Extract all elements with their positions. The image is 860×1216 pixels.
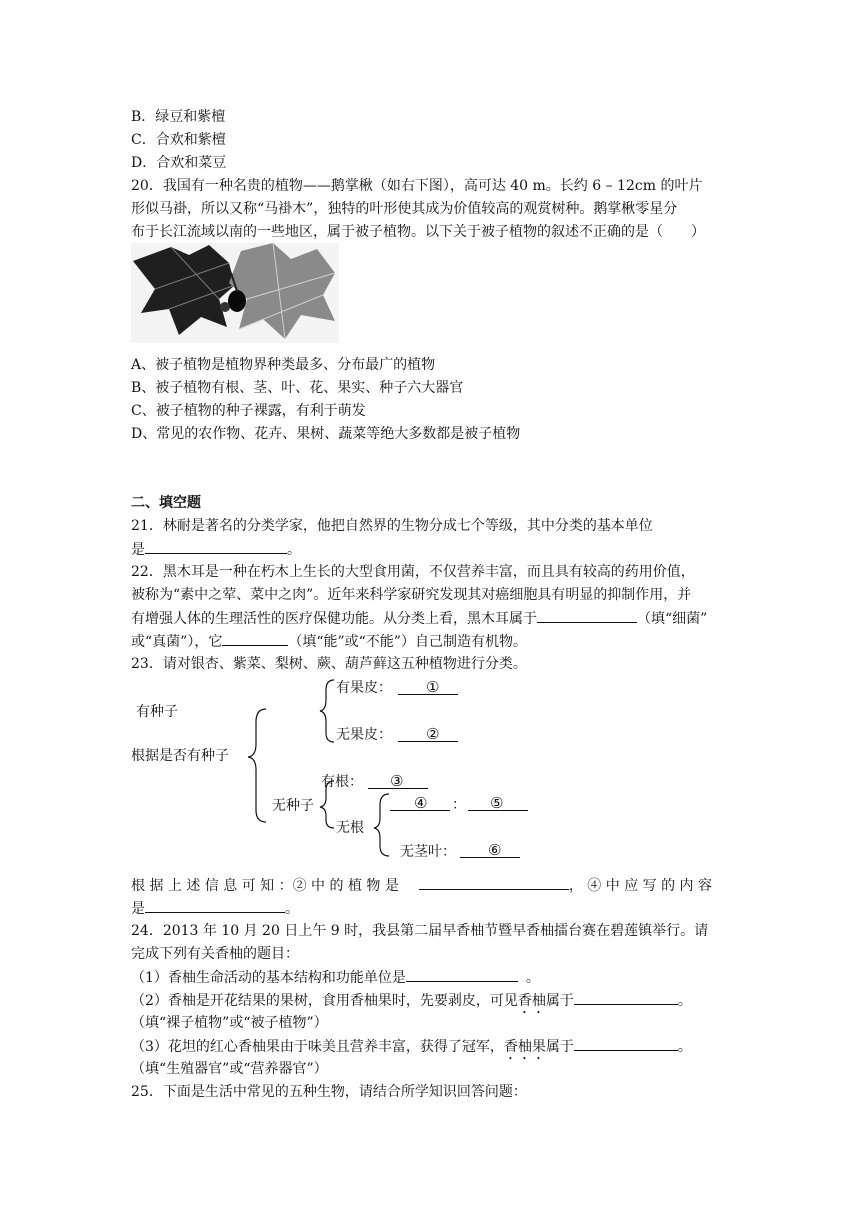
diagram-with-root: 有根： [321,774,363,790]
q23-answer-blank-2[interactable] [145,898,285,913]
q24-answer-blank-2[interactable] [574,990,678,1005]
diagram-colon: ： [452,797,466,813]
q21-prefix: 是 [131,542,145,558]
q24-part-2-emphasis: 香柚 [517,993,546,1009]
option-c: C．合欢和紫檀 [131,132,226,148]
diagram-without-seed: 无种子 [272,798,314,814]
q24-part-2-mid: 属于 [545,993,574,1009]
diagram-blank-4[interactable] [390,810,450,811]
q24-part-3-hint: （填“生殖器官”或“营养器官”） [131,1061,328,1077]
q24-part-2-prefix: （2）香柚是开花结果的果树，食用香柚果时，先要剥皮，可见 [131,993,518,1009]
q22-answer-blank-1[interactable] [537,608,637,623]
q24-part-3-prefix: （3）花坦的红心香柚果由于味美且营养丰富，获得了冠军， [131,1039,504,1055]
q21-line-2 [131,539,301,560]
q20-stem-line-1: 20．我国有一种名贵的植物——鹅掌楸（如右下图），高可达 40 m。长约 6 – 12cm 的叶片 [131,178,703,194]
tulip-tree-leaf-image [131,243,339,343]
q23-answer-line-1 [131,875,712,896]
q24-part-2-hint: （填“裸子植物”或“被子植物”） [131,1015,328,1031]
option-d: D．合欢和菜豆 [131,155,227,171]
option-b: B．绿豆和紫檀 [131,109,226,125]
q23-stem: 23．请对银杏、紫菜、梨树、蕨、葫芦藓这五种植物进行分类。 [131,656,527,672]
q23-answer-2-suffix: 。 [285,901,299,917]
diagram-blank-6[interactable] [460,857,520,858]
diagram-no-stem-leaf: 无茎叶： [400,844,456,860]
q22-line-1: 22．黑木耳是一种在朽木上生长的大型食用菌，不仅营养丰富，而且具有较高的药用价值， [131,564,695,580]
q25-stem: 25．下面是生活中常见的五种生物，请结合所学知识回答问题： [131,1084,527,1100]
q20-stem-line-2: 形似马褂，所以又称“马褂木”，独特的叶形使其成为价值较高的观赏树种。鹅掌楸零星分 [131,201,678,217]
q22-line-2: 被称为“素中之荤、菜中之肉”。近年来科学家研究发现其对癌细胞具有明显的抑制作用，并 [131,587,692,603]
q24-part-3-emphasis: 香柚果 [503,1039,546,1055]
q22-line-3-prefix: 有增强人体的生理活性的医疗保健功能。从分类上看，黑木耳属于 [131,611,537,627]
q24-part-3-mid: 属于 [545,1039,574,1055]
q24-answer-blank-3[interactable] [574,1036,678,1051]
q22-line-4-prefix: 或“真菌”），它 [131,634,223,650]
section-title: 二、填空题 [131,495,201,511]
q24-part-2-suffix: 。 [677,993,692,1009]
diagram-circled-5: ⑤ [490,794,504,812]
q22-line-4 [131,631,527,652]
q22-answer-blank-2[interactable] [222,631,288,646]
q24-part-1-prefix: （1）香柚生命活动的基本结构和功能单位是 [131,970,406,986]
q23-answer-line-2 [131,898,299,919]
q24-stem-line-1: 24．2013 年 10 月 20 日上午 9 时，我县第二届早香柚节暨早香柚擂台赛在碧莲镇举行。请 [131,923,709,939]
q20-option-d: D、常见的农作物、花卉、果树、蔬菜等绝大多数都是被子植物 [131,426,521,442]
q24-part-3-suffix: 。 [677,1039,692,1055]
diagram-without-pericarp: 无果皮： [336,727,392,743]
diagram-with-pericarp: 有果皮： [336,680,392,696]
diagram-circled-2: ② [426,725,440,743]
q23-answer-blank-1[interactable] [419,875,569,890]
q24-stem-line-2: 完成下列有关香柚的题目： [131,946,299,962]
diagram-circled-3: ③ [390,772,404,790]
q20-option-b: B、被子植物有根、茎、叶、花、果实、种子六大器官 [131,380,464,396]
q21-suffix: 。 [287,542,301,558]
diagram-circled-6: ⑥ [488,841,502,859]
diagram-blank-3[interactable] [368,788,428,789]
q21-line-1: 21．林耐是著名的分类学家，他把自然界的生物分成七个等级，其中分类的基本单位 [131,518,653,534]
q23-answer-2-prefix: 是 [131,901,145,917]
q24-part-1-suffix: 。 [525,970,540,986]
q23-answer-1-prefix: 根 据 上 述 信 息 可 知 ：② 中 的 植 物 是 [131,878,399,894]
q24-part-1 [131,967,540,988]
q20-stem-line-3: 布于长江流域以南的一些地区，属于被子植物。以下关于被子植物的叙述不正确的是（ ） [131,224,705,240]
diagram-blank-2[interactable] [398,741,458,742]
q24-answer-blank-1[interactable] [406,967,518,982]
diagram-circled-4: ④ [414,794,428,812]
q22-line-4-suffix: （填“能”或“不能”）自己制造有机物。 [288,634,527,650]
diagram-blank-5[interactable] [468,810,528,811]
q21-answer-blank[interactable] [145,539,287,554]
diagram-blank-1[interactable] [398,694,458,695]
diagram-without-root: 无根 [336,820,364,836]
q20-option-c: C、被子植物的种子裸露，有利于萌发 [131,403,366,419]
q20-option-a: A、被子植物是植物界种类最多、分布最广的植物 [131,357,436,373]
diagram-circled-1: ① [426,678,440,696]
diagram-with-seed: 有种子 [136,704,178,720]
q22-line-3-suffix: （填“细菌” [637,611,708,627]
q22-line-3 [131,608,707,629]
q23-answer-1-suffix: ， ④ 中 应 写 的 内 容 [568,878,713,894]
diagram-root: 根据是否有种子 [131,748,229,764]
